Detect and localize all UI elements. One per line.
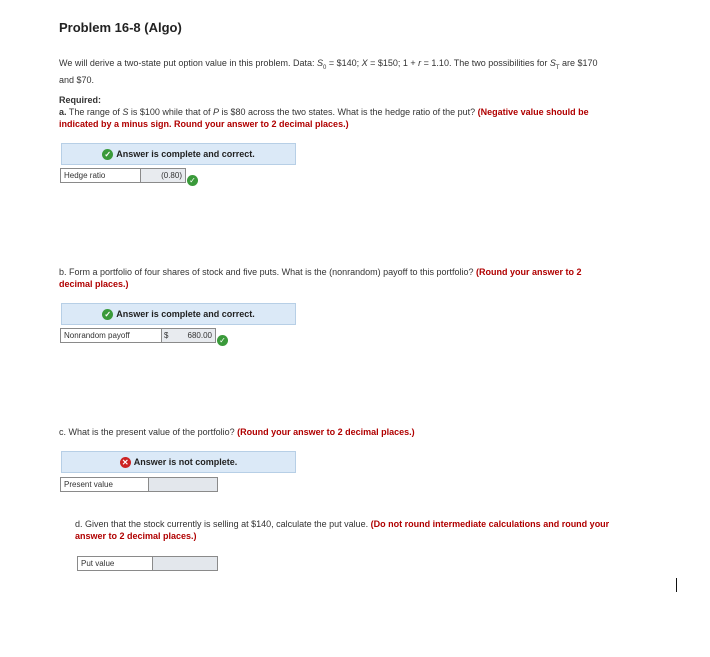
text-cursor (676, 578, 677, 592)
part-c-question: c. What is the present value of the portfolio? (Round your answer to 2 decimal places.) (59, 427, 415, 437)
part-a-question: a. The range of S is $100 while that of P is $80 across the two states. What is the hedge ratio of the put? (Negative value should be indicated by a minus sign. Round your answer to 2 decimal places.) (59, 107, 589, 129)
hedge-ratio-label: Hedge ratio (60, 168, 141, 183)
part-b-question: b. Form a portfolio of four shares of stock and five puts. What is the (nonrandom) payoff to this portfolio? (Round your answer to 2 decimal places.) (59, 267, 582, 289)
nonrandom-payoff-input[interactable] (161, 328, 216, 343)
part-d-question: d. Given that the stock currently is selling at $140, calculate the put value. (Do not round intermediate calculations and round your answer to 2 decimal places.) (75, 519, 610, 541)
check-circle-icon: ✓ (102, 149, 113, 160)
nonrandom-payoff-label: Nonrandom payoff (60, 328, 162, 343)
present-value-row-clipped (60, 477, 218, 489)
hedge-ratio-correct (187, 170, 201, 188)
part-a-status-text: Answer is complete and correct. (116, 149, 255, 159)
check-circle-icon: ✓ (102, 309, 113, 320)
required-label: Required: (59, 95, 102, 105)
x-circle-icon: ✕ (120, 457, 131, 468)
currency-symbol: $ (164, 331, 169, 340)
part-a-status-banner (61, 143, 296, 165)
put-value-label: Put value (77, 556, 153, 571)
put-value-input[interactable] (152, 556, 218, 571)
part-c-status-text: Answer is not complete. (133, 457, 238, 467)
check-circle-icon: ✓ (217, 335, 228, 346)
problem-title: Problem 16-8 (Algo) (59, 20, 182, 35)
part-b-status-text: Answer is complete and correct. (116, 309, 255, 319)
part-c-status-banner (61, 451, 296, 473)
problem-intro: We will derive a two-state put option value in this problem. Data: $S_0$ = $140; X = $150; 1 + r = 1.10. The two possibilities for $S_T$ are $170 and $70. (59, 58, 598, 85)
check-circle-icon: ✓ (187, 175, 198, 186)
nonrandom-payoff-value: 680.00 (187, 331, 212, 340)
nonrandom-payoff-correct (217, 330, 231, 348)
part-b-status-banner (61, 303, 296, 325)
hedge-ratio-input[interactable]: (0.80) (140, 168, 186, 183)
present-value-label: Present value (60, 477, 149, 492)
present-value-input[interactable] (148, 477, 218, 492)
